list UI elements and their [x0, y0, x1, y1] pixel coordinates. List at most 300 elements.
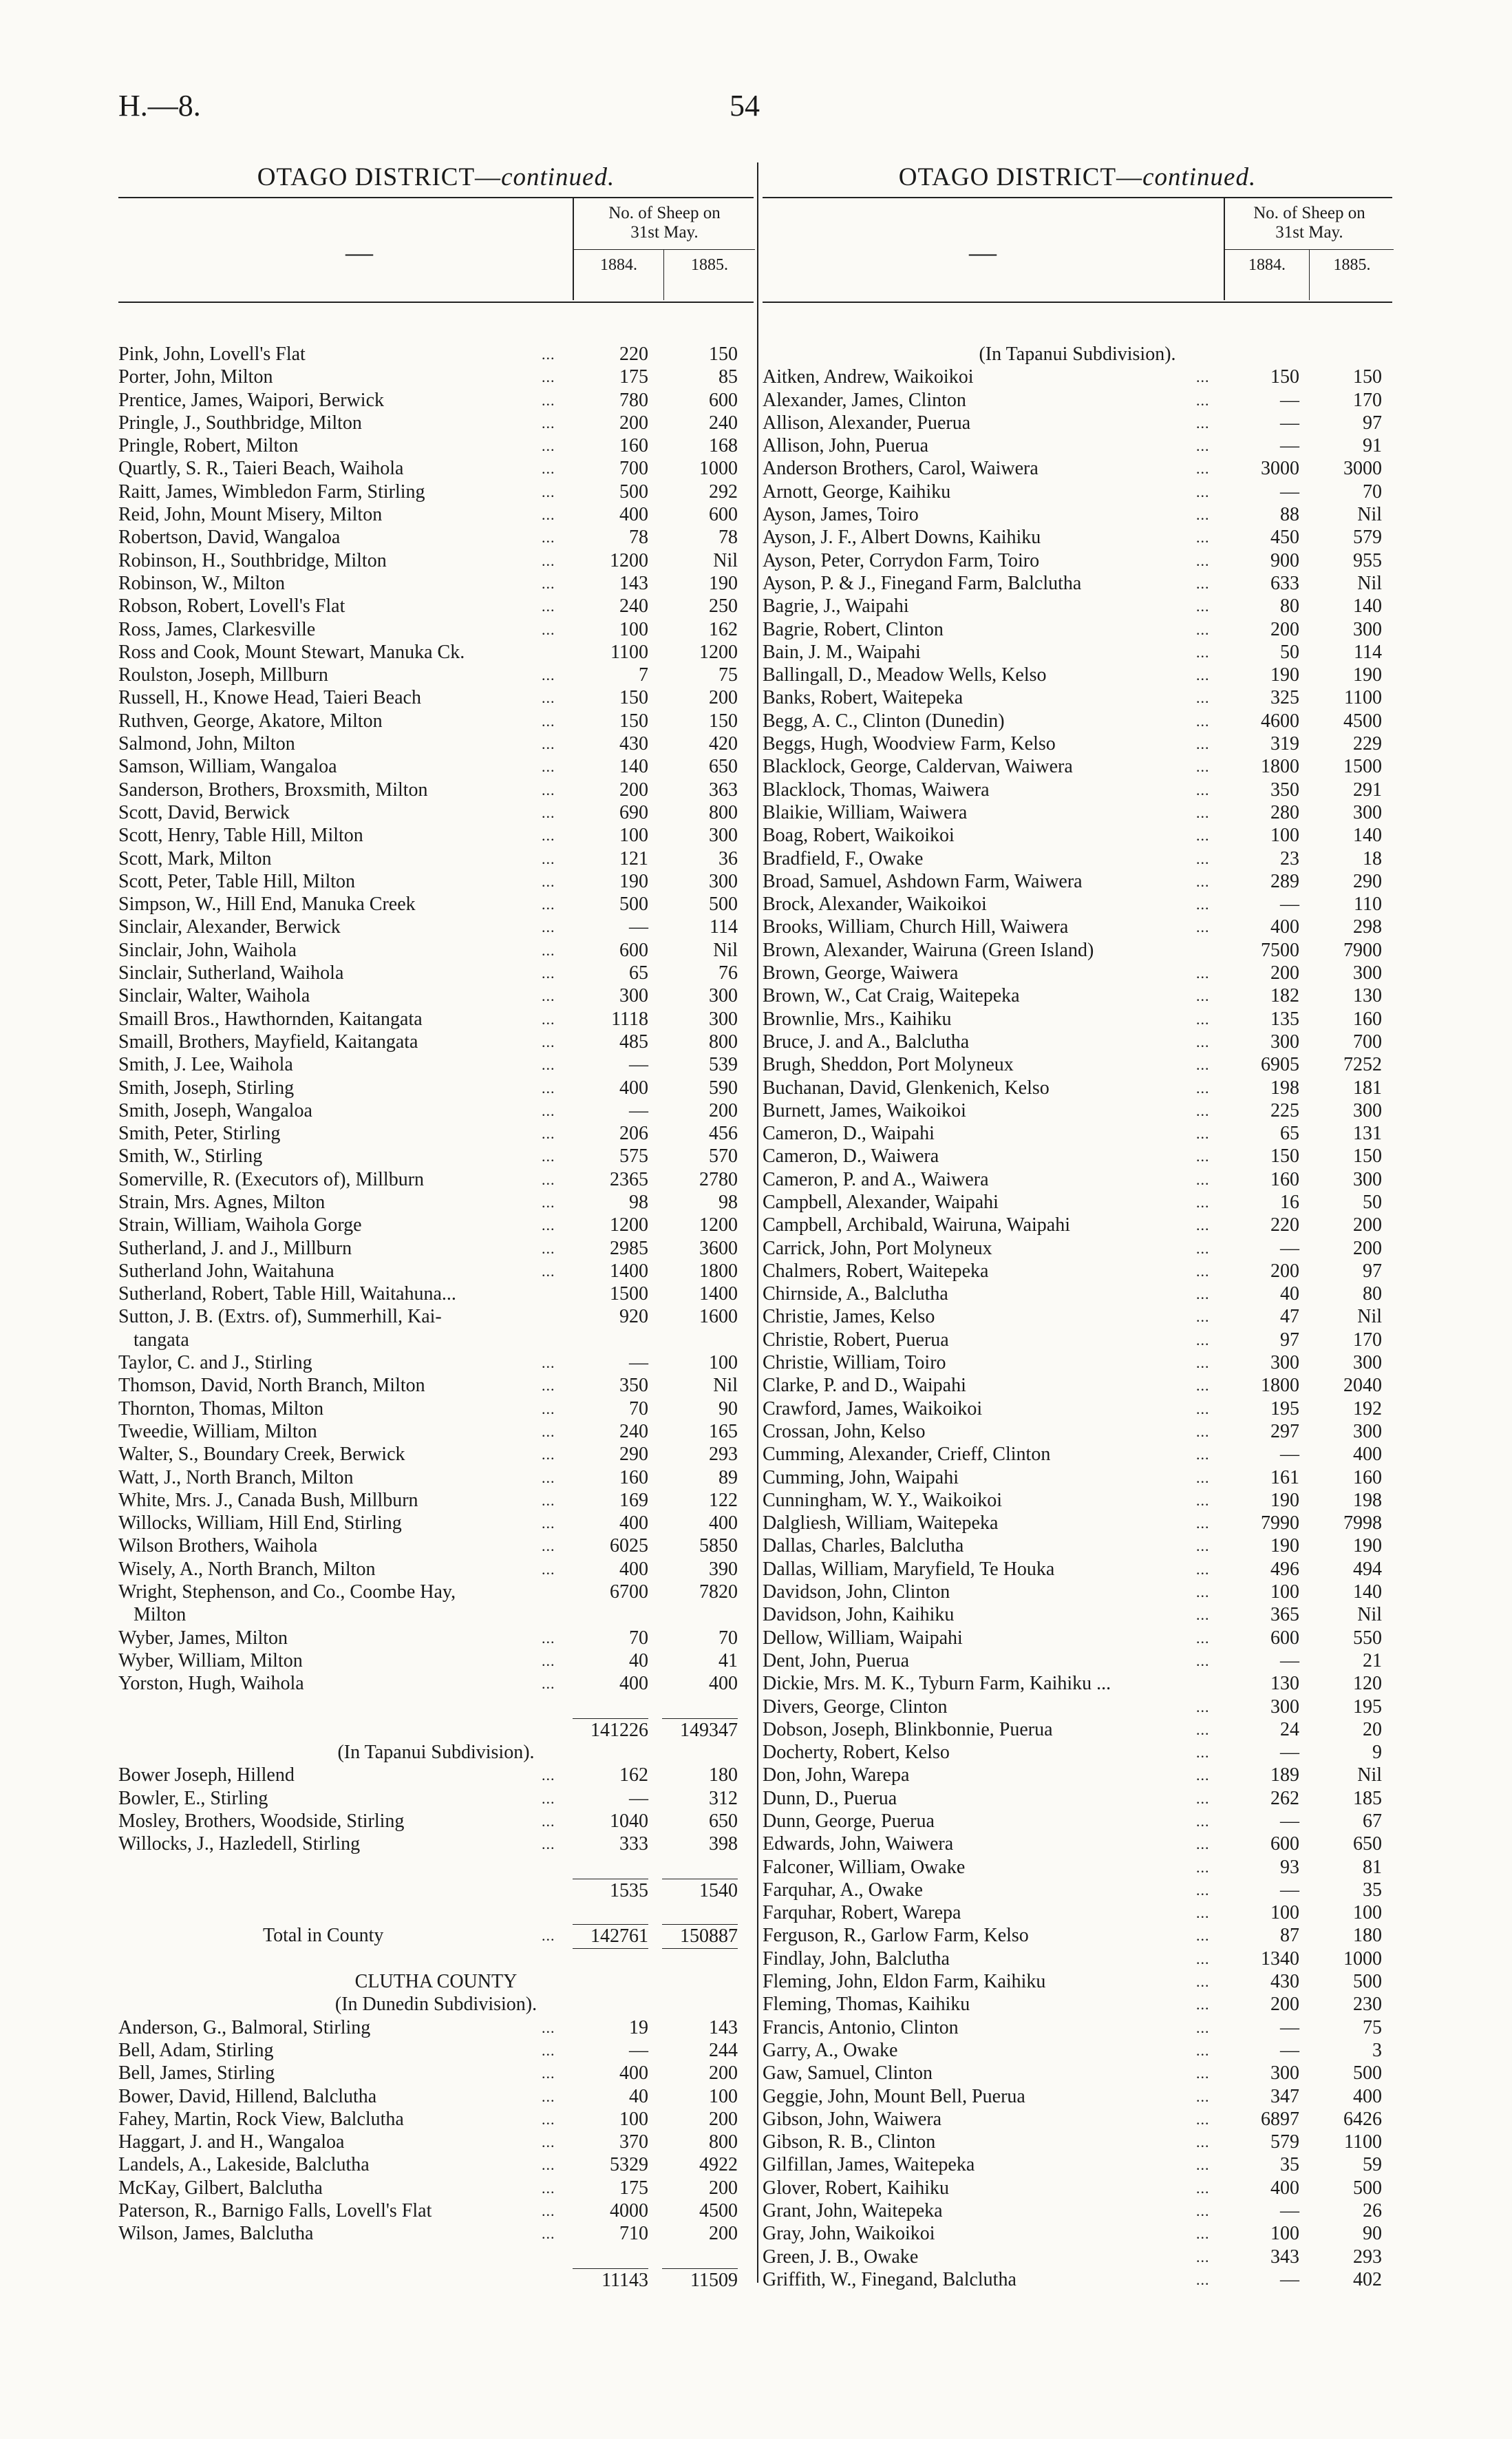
table-row: [763, 1649, 1392, 1672]
table-row: [118, 1443, 754, 1466]
owner-name: Begg, A. C., Clinton (Dunedin): [763, 710, 1005, 732]
sheep-1885: 5850: [699, 1535, 738, 1557]
leader-dots: ...: [1196, 1239, 1210, 1257]
leader-dots: ...: [542, 2087, 555, 2105]
table-row: [763, 1008, 1392, 1031]
leader-dots: ...: [542, 368, 555, 386]
sheep-1884: —: [1280, 481, 1299, 503]
owner-name: Ayson, James, Toiro: [763, 504, 919, 526]
owner-name: Bain, J. M., Waipahi: [763, 641, 921, 663]
table-row: [118, 1191, 754, 1214]
table-row: [118, 1099, 754, 1122]
owner-name: Arnott, George, Kaihiku: [763, 481, 951, 503]
owner-name: Allison, John, Puerua: [763, 435, 929, 457]
sheep-1884: 400: [619, 504, 648, 526]
leader-dots: ...: [542, 803, 555, 821]
sheep-1885: 955: [1353, 549, 1382, 571]
table-row: [118, 2153, 754, 2176]
sheep-1884: 240: [619, 595, 648, 617]
table-row: [763, 1420, 1392, 1443]
owner-name: Davidson, John, Kaihiku: [763, 1604, 955, 1626]
sheep-1885: 1000: [699, 458, 738, 480]
owner-name: Davidson, John, Clinton: [763, 1581, 950, 1603]
table-row: [763, 2039, 1392, 2062]
leader-dots: ...: [542, 506, 555, 524]
sheep-1884: 175: [619, 2177, 648, 2199]
owner-name: Ross and Cook, Mount Stewart, Manuka Ck.: [118, 641, 465, 663]
owner-name: Dobson, Joseph, Blinkbonnie, Puerua: [763, 1718, 1053, 1740]
sheep-1884: —: [629, 1352, 648, 1374]
table-row: [763, 847, 1392, 870]
owner-name: Milton: [134, 1604, 187, 1626]
sheep-1885: 90: [1363, 2223, 1382, 2245]
leader-dots: ...: [1196, 391, 1210, 409]
leader-dots: ...: [1196, 414, 1210, 432]
sheep-1884: 100: [1270, 2223, 1299, 2245]
sheep-1885: 180: [709, 1764, 738, 1786]
leader-dots: ...: [1196, 1651, 1210, 1669]
sheep-1885: 81: [1363, 1856, 1382, 1878]
sheep-1884: 150: [1270, 366, 1299, 388]
table-row: [763, 2108, 1392, 2131]
owner-name: Bell, Adam, Stirling: [118, 2039, 274, 2061]
sheep-1884: 600: [1270, 1627, 1299, 1649]
owner-name: Dickie, Mrs. M. K., Tyburn Farm, Kaihiku ...: [763, 1673, 1111, 1695]
owner-name: Don, John, Warepa: [763, 1764, 910, 1786]
owner-name: Pink, John, Lovell's Flat: [118, 344, 306, 365]
owner-name: Sanderson, Brothers, Broxsmith, Milton: [118, 779, 428, 801]
sheep-1884: 289: [1270, 870, 1299, 892]
sheep-1884: 1400: [610, 1260, 648, 1282]
owner-name: Dunn, D., Puerua: [763, 1787, 897, 1809]
subsection-heading: [118, 1741, 754, 1764]
table-row: [118, 1764, 754, 1786]
table-row: [763, 366, 1392, 388]
sheep-1884: 175: [619, 366, 648, 388]
leader-dots: ...: [1196, 1766, 1210, 1784]
owner-name: Blacklock, Thomas, Waiwera: [763, 779, 990, 801]
sheep-1884: 143: [619, 572, 648, 594]
leader-dots: ...: [542, 598, 555, 615]
owner-name: Sinclair, Walter, Waihola: [118, 985, 310, 1007]
owner-name: Cameron, D., Waipahi: [763, 1123, 935, 1145]
owner-name: tangata: [134, 1329, 189, 1351]
sheep-1885: 292: [709, 481, 738, 503]
sheep-1884: 7500: [1261, 939, 1299, 961]
leader-dots: ...: [1196, 1789, 1210, 1807]
leader-dots: ...: [1196, 1400, 1210, 1417]
table-row: [118, 1627, 754, 1649]
owner-name: Dunn, George, Puerua: [763, 1810, 935, 1832]
sheep-1884: 710: [619, 2223, 648, 2245]
owner-name: Landels, A., Lakeside, Balclutha: [118, 2154, 370, 2176]
sheep-1885: 76: [718, 962, 738, 984]
sheep-1884: 400: [619, 1673, 648, 1695]
table-row: [118, 434, 754, 457]
sheep-1884: —: [1280, 1237, 1299, 1259]
table-body: [118, 303, 754, 2291]
sheep-1885: 650: [709, 1810, 738, 1832]
sheep-1884: —: [629, 1787, 648, 1809]
owner-name: Thomson, David, North Branch, Milton: [118, 1375, 425, 1397]
sheep-1885: 97: [1363, 412, 1382, 434]
sheep-1884: 160: [1270, 1168, 1299, 1190]
owner-name: Raitt, James, Wimbledon Farm, Stirling: [118, 481, 425, 503]
subtotal-row: [118, 2268, 754, 2291]
leader-dots: ...: [542, 1125, 555, 1143]
sheep-1885: 140: [1353, 1581, 1382, 1603]
table-row: [763, 893, 1392, 916]
sheep-1884: 400: [619, 2062, 648, 2084]
table-row: [118, 2085, 754, 2108]
table-row: [118, 1282, 754, 1305]
sheep-1884: 400: [619, 1077, 648, 1099]
sheep-1884: —: [1280, 389, 1299, 411]
sheep-1885: 50: [1363, 1191, 1382, 1213]
table-row: [118, 1649, 754, 1672]
sheep-1884: 24: [1280, 1718, 1299, 1740]
table-row: [118, 1305, 754, 1328]
sheep-1885: 20: [1363, 1718, 1382, 1740]
table-row: [763, 549, 1392, 572]
owner-name: Boag, Robert, Waikoikoi: [763, 825, 955, 847]
table-row: [118, 710, 754, 732]
table-row: [763, 1787, 1392, 1810]
sheep-1885: 200: [709, 2108, 738, 2130]
owner-name: Falconer, William, Owake: [763, 1856, 966, 1878]
table-row: [118, 1420, 754, 1443]
leader-dots: ...: [1196, 1308, 1210, 1326]
owner-name: Griffith, W., Finegand, Balclutha: [763, 2268, 1016, 2290]
leader-dots: ...: [542, 1400, 555, 1417]
sheep-1884: 47: [1280, 1306, 1299, 1328]
owner-name: Bower Joseph, Hillend: [118, 1764, 295, 1786]
sheep-1884: 400: [619, 1512, 648, 1534]
table-row: [118, 503, 754, 526]
owner-name: Pringle, Robert, Milton: [118, 435, 299, 457]
sheep-1885: 200: [709, 2177, 738, 2199]
owner-name: Brooks, William, Church Hill, Waiwera: [763, 916, 1069, 938]
owner-name: Farquhar, Robert, Warepa: [763, 1902, 961, 1924]
owner-name: Simpson, W., Hill End, Manuka Creek: [118, 894, 416, 916]
owner-name: Gibson, R. B., Clinton: [763, 2131, 936, 2153]
sheep-1885: 180: [1353, 1925, 1382, 1947]
owner-name: Yorston, Hugh, Waihola: [118, 1673, 304, 1695]
sheep-1885: 539: [709, 1054, 738, 1076]
sheep-1884: 500: [619, 894, 648, 916]
sheep-1885: 300: [1353, 1420, 1382, 1442]
table-row: [763, 2268, 1392, 2291]
sheep-1885: 41: [718, 1649, 738, 1671]
table-row: [118, 1031, 754, 1053]
sheep-count-header: No. of Sheep on 31st May. 1884. 1885.: [573, 198, 755, 300]
sheep-1885: 7900: [1343, 939, 1382, 961]
leader-dots: ...: [1196, 827, 1210, 845]
sheep-1885: 195: [1353, 1696, 1382, 1718]
leader-dots: ...: [542, 437, 555, 455]
table-row: [118, 893, 754, 916]
sheep-1884: 190: [1270, 1535, 1299, 1557]
table-row: [763, 1993, 1392, 2016]
sheep-1884: 98: [629, 1191, 648, 1213]
sheep-1884: 485: [619, 1031, 648, 1053]
sheep-1884: 150: [1270, 1145, 1299, 1168]
table-row: [118, 412, 754, 434]
sheep-1885: 250: [709, 595, 738, 617]
sheep-1885: 300: [1353, 962, 1382, 984]
owner-name: Allison, Alexander, Puerua: [763, 412, 971, 434]
owner-name: Roulston, Joseph, Millburn: [118, 664, 328, 686]
table-row: [763, 412, 1392, 434]
subsection-heading: [118, 1970, 754, 1993]
leader-dots: ...: [542, 346, 555, 363]
sheep-1884: 93: [1280, 1856, 1299, 1878]
sheep-1885: 185: [1353, 1787, 1382, 1809]
sheep-1885: 91: [1363, 435, 1382, 457]
sheep-1884: 575: [619, 1145, 648, 1168]
owner-name: Scott, Henry, Table Hill, Milton: [118, 825, 363, 847]
table-row: [763, 1558, 1392, 1581]
sheep-1885: 143: [709, 2016, 738, 2038]
sheep-1884: 297: [1270, 1420, 1299, 1442]
sheep-1885: 312: [709, 1787, 738, 1809]
sheep-1884: 100: [619, 2108, 648, 2130]
owner-name: Tweedie, William, Milton: [118, 1420, 317, 1442]
sheep-1884: 78: [629, 527, 648, 549]
sheep-1884: 325: [1270, 687, 1299, 709]
owner-name: Beggs, Hugh, Woodview Farm, Kelso: [763, 733, 1056, 755]
sheep-1884: 100: [619, 618, 648, 640]
sheep-1884: 16: [1280, 1191, 1299, 1213]
sheep-1885: 300: [1353, 1168, 1382, 1190]
owner-name: (In Tapanui Subdivision).: [979, 344, 1176, 365]
owner-name: Haggart, J. and H., Wangaloa: [118, 2131, 345, 2153]
owner-name: Docherty, Robert, Kelso: [763, 1742, 950, 1764]
sheep-1885: 800: [709, 1031, 738, 1053]
sheep-1885: 165: [709, 1420, 738, 1442]
sheep-1885: 1500: [1343, 756, 1382, 778]
leader-dots: ...: [1196, 1996, 1210, 2014]
owner-name: Anderson Brothers, Carol, Waiwera: [763, 458, 1039, 480]
sheep-1884: 430: [1270, 1971, 1299, 1993]
sheep-1884: 142761: [573, 1924, 648, 1948]
sheep-1885: 110: [1354, 894, 1382, 916]
sheep-1885: 78: [718, 527, 738, 549]
sheep-1885: 500: [709, 894, 738, 916]
sheep-1885: Nil: [713, 939, 738, 961]
table-row: [763, 1191, 1392, 1214]
table-row: [763, 755, 1392, 778]
table-row: [118, 2062, 754, 2084]
owner-name: Strain, Mrs. Agnes, Milton: [118, 1191, 326, 1213]
leader-dots: ...: [1196, 849, 1210, 867]
table-row: [763, 1305, 1392, 1328]
owner-name: Ruthven, George, Akatore, Milton: [118, 710, 383, 732]
sheep-1884: 350: [619, 1375, 648, 1397]
sheep-1885: 181: [1353, 1077, 1382, 1099]
leader-dots: ...: [1196, 368, 1210, 386]
sheep-1884: —: [1280, 2268, 1299, 2290]
table-body: [763, 303, 1392, 2291]
leader-dots: ...: [1196, 1216, 1210, 1234]
leader-dots: ...: [1196, 1377, 1210, 1395]
table-row: [118, 366, 754, 388]
leader-dots: ...: [542, 1148, 555, 1165]
table-row: [763, 1970, 1392, 1993]
owner-name: Chirnside, A., Balclutha: [763, 1283, 948, 1305]
sheep-1885: 90: [718, 1397, 738, 1419]
sheep-1885: 7820: [699, 1581, 738, 1603]
table-row: [763, 984, 1392, 1007]
sheep-1885: Nil: [1357, 1604, 1382, 1626]
sheep-1885: 200: [1353, 1237, 1382, 1259]
owner-name: Ferguson, R., Garlow Farm, Kelso: [763, 1925, 1029, 1947]
sheep-1885: 1200: [699, 641, 738, 663]
table-row: [118, 1260, 754, 1282]
leader-dots: ...: [542, 781, 555, 799]
leader-dots: ...: [1196, 987, 1210, 1005]
sheep-1885: 298: [1353, 916, 1382, 938]
owner-name: Thornton, Thomas, Milton: [118, 1397, 324, 1419]
owner-name: Strain, William, Waihola Gorge: [118, 1214, 362, 1236]
sheep-1885: 100: [709, 2085, 738, 2107]
sheep-1884: 300: [1270, 1696, 1299, 1718]
leader-dots: ...: [542, 2110, 555, 2128]
sheep-1885: 800: [709, 801, 738, 823]
leader-dots: ...: [1196, 1904, 1210, 1922]
table-row: [118, 1053, 754, 1076]
table-header: — No. of Sheep on 31st May. 1884. 1885.: [763, 197, 1392, 303]
owner-name: Scott, Peter, Table Hill, Milton: [118, 870, 356, 892]
sheep-1884: 97: [1280, 1329, 1299, 1351]
leader-dots: ...: [1196, 1285, 1210, 1303]
owner-name: Burnett, James, Waikoikoi: [763, 1099, 966, 1121]
table-row: [118, 732, 754, 755]
owner-name: Francis, Antonio, Clinton: [763, 2016, 959, 2038]
table-row: [763, 801, 1392, 824]
leader-dots: ...: [1196, 2041, 1210, 2059]
sheep-1885: 229: [1353, 733, 1382, 755]
owner-name: Ross, James, Clarkesville: [118, 618, 316, 640]
sheep-1885: 300: [709, 1008, 738, 1030]
sheep-1884: 333: [619, 1833, 648, 1855]
owner-name: Aitken, Andrew, Waikoikoi: [763, 366, 974, 388]
table-row: [763, 2062, 1392, 2084]
owner-name: Russell, H., Knowe Head, Taieri Beach: [118, 687, 421, 709]
sheep-1884: 11143: [573, 2268, 648, 2292]
owner-name: Green, J. B., Owake: [763, 2246, 919, 2268]
sheep-1885: 300: [709, 825, 738, 847]
left-column: [118, 162, 754, 2291]
leader-dots: ...: [1196, 2202, 1210, 2220]
owner-name: Findlay, John, Balclutha: [763, 1947, 950, 1970]
sheep-1884: 300: [1270, 2062, 1299, 2084]
leader-dots: ...: [1196, 1422, 1210, 1440]
sheep-1885: 122: [709, 1489, 738, 1511]
sheep-1885: 150: [1353, 1145, 1382, 1168]
table-row: [118, 1466, 754, 1489]
sheep-1884: 100: [1270, 1902, 1299, 1924]
owner-name: Carrick, John, Port Molyneux: [763, 1237, 992, 1259]
owner-name: Wilson, James, Balclutha: [118, 2223, 314, 2245]
leader-dots: ...: [542, 1446, 555, 1464]
owner-name: Wyber, James, Milton: [118, 1627, 288, 1649]
sheep-1885: Nil: [1357, 1764, 1382, 1786]
leader-dots: ...: [1196, 1101, 1210, 1119]
sheep-1885: Nil: [713, 549, 738, 571]
sheep-1885: 1100: [1344, 687, 1382, 709]
table-row: [118, 526, 754, 549]
owner-name: Anderson, G., Balmoral, Stirling: [118, 2016, 371, 2038]
leader-dots: ...: [1196, 2110, 1210, 2128]
subtotal-row: [118, 1718, 754, 1741]
sheep-1885: 1200: [699, 1214, 738, 1236]
sheep-1885: 200: [709, 1099, 738, 1121]
sheep-1884: —: [629, 1099, 648, 1121]
table-row: [118, 1374, 754, 1397]
owner-name: Alexander, James, Clinton: [763, 389, 966, 411]
sheep-1884: 600: [1270, 1833, 1299, 1855]
table-row: [763, 1443, 1392, 1466]
sheep-1885: 130: [1353, 985, 1382, 1007]
sheep-1885: 70: [1363, 481, 1382, 503]
sheep-1885: 114: [1354, 641, 1382, 663]
sheep-1885: 230: [1353, 1994, 1382, 2016]
table-row: [763, 2016, 1392, 2039]
leader-dots: ...: [1196, 2018, 1210, 2036]
leader-dots: ...: [1196, 483, 1210, 500]
leader-dots: ...: [1196, 2248, 1210, 2266]
sheep-1885: 97: [1363, 1260, 1382, 1282]
leader-dots: ...: [542, 2179, 555, 2197]
owner-name: Garry, A., Owake: [763, 2039, 898, 2061]
sheep-1884: 579: [1270, 2131, 1299, 2153]
sheep-1884: 1200: [610, 549, 648, 571]
owner-name: Gibson, John, Waiwera: [763, 2108, 942, 2130]
sheep-1885: Nil: [1357, 572, 1382, 594]
table-row: [763, 481, 1392, 503]
leader-dots: ...: [1196, 1698, 1210, 1715]
table-row: [763, 1237, 1392, 1260]
sheep-1884: —: [1280, 2016, 1299, 2038]
sheep-1885: 200: [709, 2223, 738, 2245]
sheep-1884: 4000: [610, 2200, 648, 2222]
owner-name: Ayson, Peter, Corrydon Farm, Toiro: [763, 549, 1040, 571]
table-row: [118, 2108, 754, 2131]
table-row: [763, 1282, 1392, 1305]
table-row: [118, 618, 754, 641]
owner-name: (In Tapanui Subdivision).: [337, 1742, 535, 1764]
table-row: [763, 2177, 1392, 2199]
owner-name: Somerville, R. (Executors of), Millburn: [118, 1168, 425, 1190]
year-1885-header: 1885.: [691, 256, 728, 274]
leader-dots: ...: [542, 460, 555, 478]
leader-dots: ...: [1196, 643, 1210, 661]
sheep-1884: —: [1280, 1444, 1299, 1466]
table-row: [118, 939, 754, 962]
leader-dots: ...: [1196, 598, 1210, 615]
sheep-1884: 200: [1270, 618, 1299, 640]
sheep-1885: 162: [709, 618, 738, 640]
owner-name: Crossan, John, Kelso: [763, 1420, 926, 1442]
table-row: [763, 618, 1392, 641]
table-row: [118, 389, 754, 412]
year-1884-header: 1884.: [600, 256, 637, 274]
sheep-1885: 650: [1353, 1833, 1382, 1855]
sheep-1884: 1800: [1261, 1375, 1299, 1397]
owner-name: Bagrie, J., Waipahi: [763, 595, 909, 617]
sheep-1885: 1400: [699, 1283, 738, 1305]
